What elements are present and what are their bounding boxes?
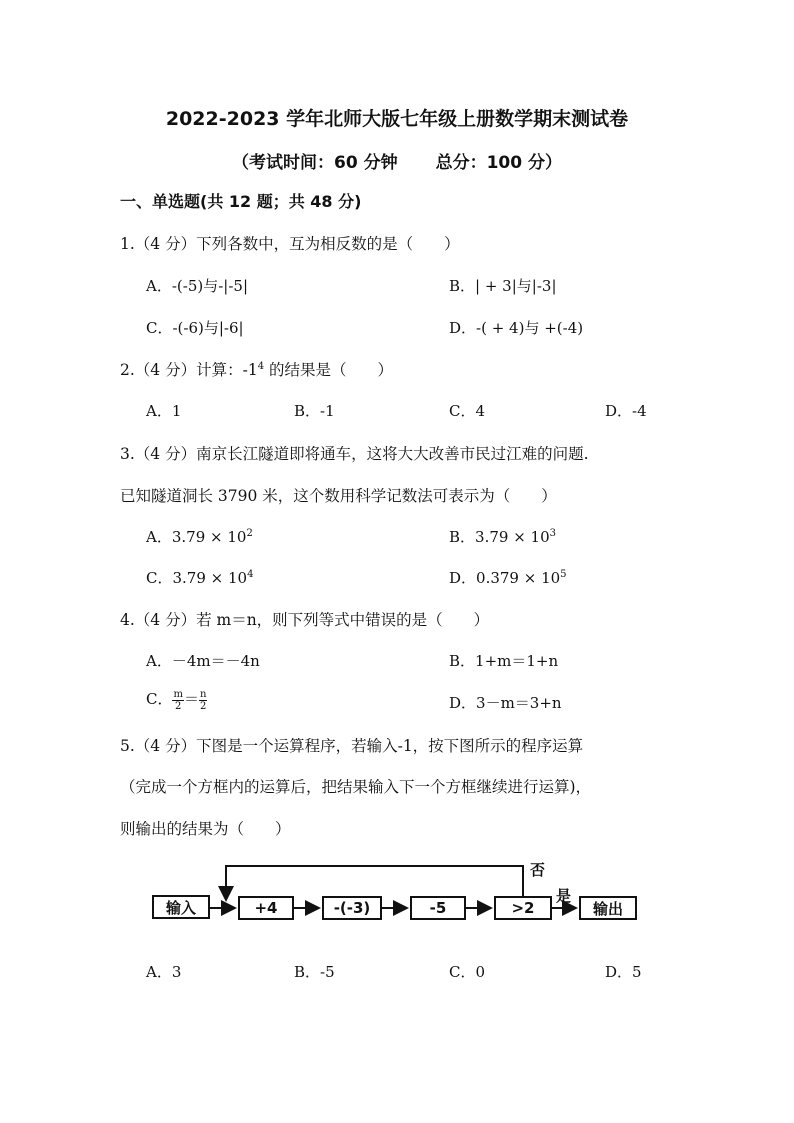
option-b-exponent: 3 (549, 528, 556, 539)
question-4-option-c (146, 688, 207, 712)
flow-step-plus-4: +4 (238, 896, 294, 920)
section-heading: 一、单选题(共 12 题；共 48 分) (120, 192, 362, 211)
question-5-stem-line-3: 则输出的结果为（ ） (120, 820, 291, 838)
question-2-exponent: 4 (257, 360, 265, 372)
question-1-stem: 1.（4 分）下列各数中，互为相反数的是（ ） (120, 235, 460, 253)
option-d-base: D．0.379 × 10 (449, 569, 561, 587)
question-4-option-a: A．－4m＝－4n (146, 652, 260, 670)
exam-total-score: 总分：100 分） (435, 153, 562, 173)
numerator-n: n (199, 688, 207, 700)
question-5-option-c: C．0 (449, 963, 486, 981)
question-4-stem: 4.（4 分）若 m＝n，则下列等式中错误的是（ ） (120, 611, 490, 629)
flow-step-minus-5: -5 (410, 896, 466, 920)
question-1-option-d: D．-( + 4)与 +(-4) (449, 319, 584, 337)
option-a-base: A．3.79 × 10 (146, 528, 247, 546)
question-3-option-c (146, 567, 253, 588)
question-3-option-b (449, 526, 556, 547)
arrow-loop-back (226, 866, 523, 900)
denominator-2: 2 (175, 700, 182, 712)
question-4-option-b: B．1+m＝1+n (449, 652, 559, 670)
question-2-option-b: B．-1 (294, 402, 335, 420)
question-2-option-a: A．1 (146, 402, 182, 420)
option-c-exponent: 4 (247, 569, 254, 580)
flow-step-minus-neg3: -(-3) (322, 896, 382, 920)
fraction-n-over-2 (199, 689, 207, 712)
flow-label-no: 否 (530, 861, 546, 879)
option-c-label: C． (146, 690, 173, 708)
question-5-option-b: B．-5 (294, 963, 335, 981)
question-3-option-a (146, 526, 253, 547)
question-1-option-c: C．-(-6)与|-6| (146, 319, 244, 337)
question-3-stem-line-2: 已知隧道洞长 3790 米，这个数用科学记数法可表示为（ ） (120, 487, 557, 505)
question-5-stem-line-2: （完成一个方框内的运算后，把结果输入下一个方框继续进行运算)， (120, 778, 592, 796)
numerator-m: m (173, 688, 183, 700)
denominator-2-second: 2 (200, 700, 207, 712)
option-c-base: C．3.79 × 10 (146, 569, 248, 587)
flow-input-box: 输入 (152, 895, 210, 919)
question-5-option-a: A．3 (146, 963, 182, 981)
question-2-option-c: C．4 (449, 402, 486, 420)
option-a-exponent: 2 (246, 528, 253, 539)
equals-sign: ＝ (183, 690, 199, 708)
question-3-option-d (449, 567, 567, 588)
option-d-exponent: 5 (560, 569, 567, 580)
exam-time: （考试时间：60 分钟 (232, 153, 398, 173)
question-1-option-b: B．| + 3|与|-3| (449, 277, 557, 295)
question-2-option-d: D．-4 (605, 402, 647, 420)
program-flowchart (146, 855, 646, 935)
question-4-option-d: D．3－m＝3+n (449, 694, 562, 712)
flow-compare-gt-2: >2 (494, 896, 552, 920)
fraction-m-over-2 (172, 689, 183, 712)
question-3-stem-line-1: 3.（4 分）南京长江隧道即将通车，这将大大改善市民过江难的问题. (120, 445, 589, 463)
question-2-stem-tail: 的结果是（ ） (264, 361, 393, 379)
exam-info (0, 148, 794, 173)
page-title: 2022-2023 学年北师大版七年级上册数学期末测试卷 (165, 108, 629, 130)
question-2-stem (120, 358, 393, 380)
question-2-stem-text: 2.（4 分）计算：-1 (120, 361, 258, 379)
question-1-option-a: A．-(-5)与-|-5| (146, 277, 249, 295)
option-b-base: B．3.79 × 10 (449, 528, 550, 546)
flow-output-box: 输出 (579, 896, 637, 920)
question-5-option-d: D．5 (605, 963, 642, 981)
flow-label-yes: 是 (556, 887, 572, 905)
question-5-stem-line-1: 5.（4 分）下图是一个运算程序，若输入-1，按下图所示的程序运算 (120, 737, 584, 755)
